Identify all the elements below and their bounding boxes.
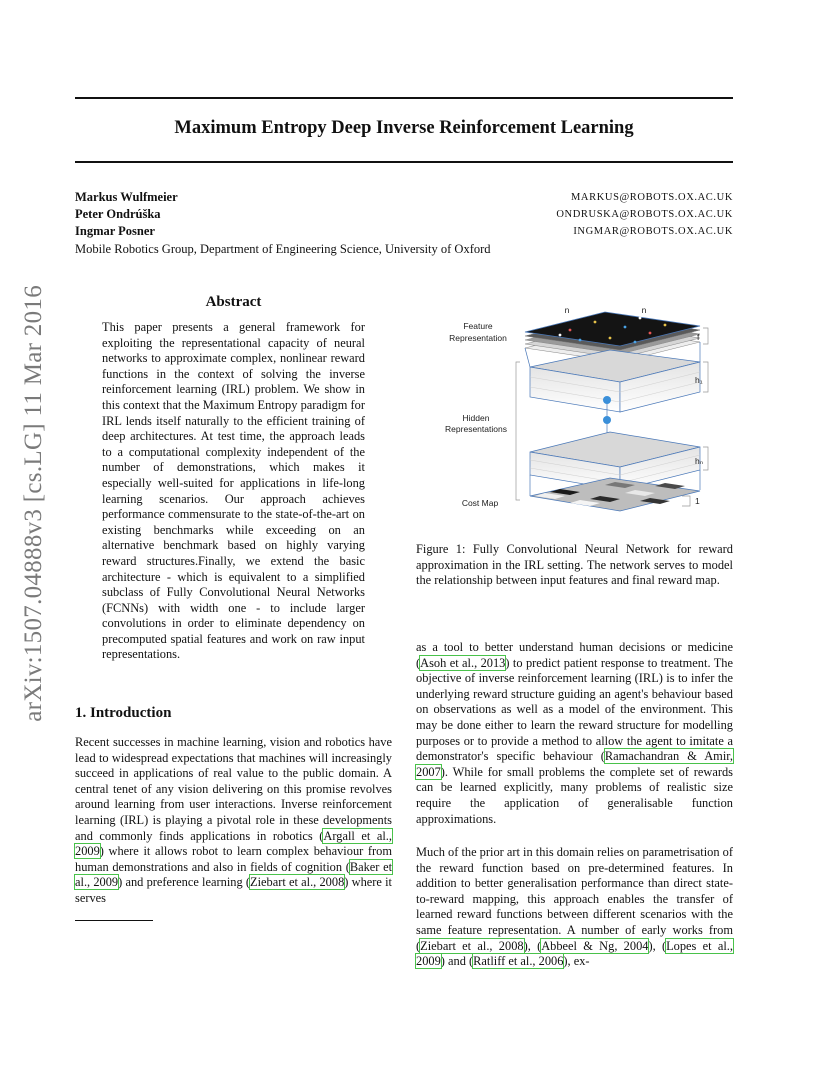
- introduction-heading: 1. Introduction: [75, 705, 172, 721]
- citation-link[interactable]: Asoh et al., 2013: [420, 655, 506, 670]
- right-column-paragraph-1: [416, 640, 733, 827]
- text-run: ), (: [648, 938, 667, 953]
- citation-link[interactable]: Lopes et al., 2009: [416, 938, 733, 969]
- label-representation: Representation: [449, 333, 507, 343]
- citation-link[interactable]: Abbeel & Ng, 2004: [541, 938, 649, 953]
- text-run: Much of the prior art in this domain relies on parametrisation of the reward function based on pre-determined features. In addition to better generalisation performance than direct state-to-reward mapping, this approach enables the transfer of learned reward functions between different scenarios with the same feature representation. A number of early works from (: [416, 845, 733, 953]
- text-run: ) to predict patient response to treatment. The objective of inverse reinforcement learning (IRL) is to infer the underlying reward structure guiding an agent's behaviour based on observations as well as a model of the environment. This may be done either to learn the reward structure for modelling purposes or to provide a method to allow the agent to imitate a demonstrator's specific behaviour (: [416, 655, 733, 764]
- text-run: ), (: [523, 938, 542, 953]
- author-email[interactable]: MARKUS@ROBOTS.OX.AC.UK: [570, 192, 733, 203]
- text-run: Recent successes in machine learning, vision and robotics have lead to widespread expectations that machines will increasingly succeed in applications of real value to the public domain. A central tenet of any vision delivering on this promise revolves around learning from user interactions. Inverse reinforcement learning (IRL) is playing a pivotal role in these developments and commonly finds applications in robotics (: [75, 735, 392, 843]
- label-h1: h₁: [695, 375, 703, 385]
- text-run: ). While for small problems the complete set of rewards can be learned explicitly, many problems of realistic size require the application of generalisable function approximations.: [416, 764, 733, 826]
- paper-title: Maximum Entropy Deep Inverse Reinforcement Learning: [174, 118, 634, 138]
- title-top-rule: [75, 97, 733, 99]
- label-n-left: n: [564, 305, 570, 315]
- text-run: as a tool to better understand human decisions or medicine (: [416, 640, 733, 670]
- affiliation: Mobile Robotics Group, Department of Engineering Science, University of Oxford: [75, 242, 491, 256]
- text-run: ), ex-: [563, 954, 590, 969]
- footnote-rule: [75, 920, 153, 921]
- label-feature: Feature: [463, 321, 493, 331]
- abstract-heading: Abstract: [205, 294, 262, 310]
- citation-link[interactable]: Ziebart et al., 2008: [250, 875, 345, 890]
- text-run: ) where it allows robot to learn complex behaviour from human demonstrations and also in fields of cognition (: [75, 844, 392, 874]
- citation-link[interactable]: Baker et al., 2009: [75, 859, 393, 890]
- label-cost-map: Cost Map: [461, 498, 499, 508]
- label-f: f: [697, 332, 700, 342]
- label-n-right: n: [641, 305, 647, 315]
- citation-link[interactable]: Ziebart et al., 2008: [420, 938, 524, 953]
- text-run: ) where it serves: [75, 875, 392, 905]
- hidden-layer-1: [530, 350, 700, 412]
- author-name: Markus Wulfmeier: [75, 190, 178, 204]
- author-email[interactable]: INGMAR@ROBOTS.OX.AC.UK: [573, 226, 733, 237]
- label-representations: Representations: [445, 424, 507, 434]
- citation-link[interactable]: Argall et al., 2009: [75, 828, 392, 859]
- label-hidden: Hidden: [462, 413, 490, 423]
- arxiv-id: arXiv:1507.04888v3 [cs.LG] 11 Mar 2016: [20, 285, 47, 722]
- figure-caption: Figure 1: Fully Convolutional Neural Network for reward approximation in the IRL setting. The network serves to model the relationship between input features and final reward map.: [416, 542, 733, 588]
- neuron-node: [603, 416, 611, 424]
- neuron-node: [603, 396, 611, 404]
- citation-link[interactable]: Ratliff et al., 2006: [473, 954, 564, 969]
- text-run: ) and (: [440, 954, 474, 969]
- label-one: 1: [695, 496, 700, 506]
- title-bottom-rule: [75, 161, 733, 163]
- text-run: ) and preference learning (: [118, 875, 250, 890]
- cost-map-layer: [530, 478, 700, 511]
- right-column-paragraph-2: [416, 845, 733, 970]
- citation-link[interactable]: Ramachandran & Amir, 2007: [416, 749, 733, 779]
- arxiv-stamp: [20, 285, 54, 765]
- introduction-paragraph: [75, 735, 392, 907]
- author-name: Peter Ondrúška: [75, 207, 161, 221]
- abstract-text: This paper presents a general framework for exploiting the representational capacity of neural networks to approximate complex, nonlinear reward functions in the context of solving the inverse reinforcement learning (IRL) problem. We show in this context that the Maximum Entropy paradigm for IRL lends itself naturally to the efficient training of deep architectures. At test time, the approach leads to a computational complexity independent of the number of demonstrations, which makes it especially well-suited for applications in life-long learning scenarios. Our approach achieves performance commensurate to the state-of-the-art on existing benchmarks while exceeding on an alternative benchmark based on highly varying reward structures.Finally, we extend the basic architecture - which is equivalent to a simplified subclass of Fully Convolutional Neural Networks (FCNNs) with width one - to include larger convolutions in order to eliminate dependency on precomputed spatial features and work on raw input representations.: [102, 320, 365, 662]
- author-name: Ingmar Posner: [75, 224, 155, 238]
- author-email[interactable]: ONDRUSKA@ROBOTS.OX.AC.UK: [556, 209, 733, 220]
- figure-1-network-diagram: [420, 300, 740, 525]
- label-hn: hₙ: [695, 456, 704, 466]
